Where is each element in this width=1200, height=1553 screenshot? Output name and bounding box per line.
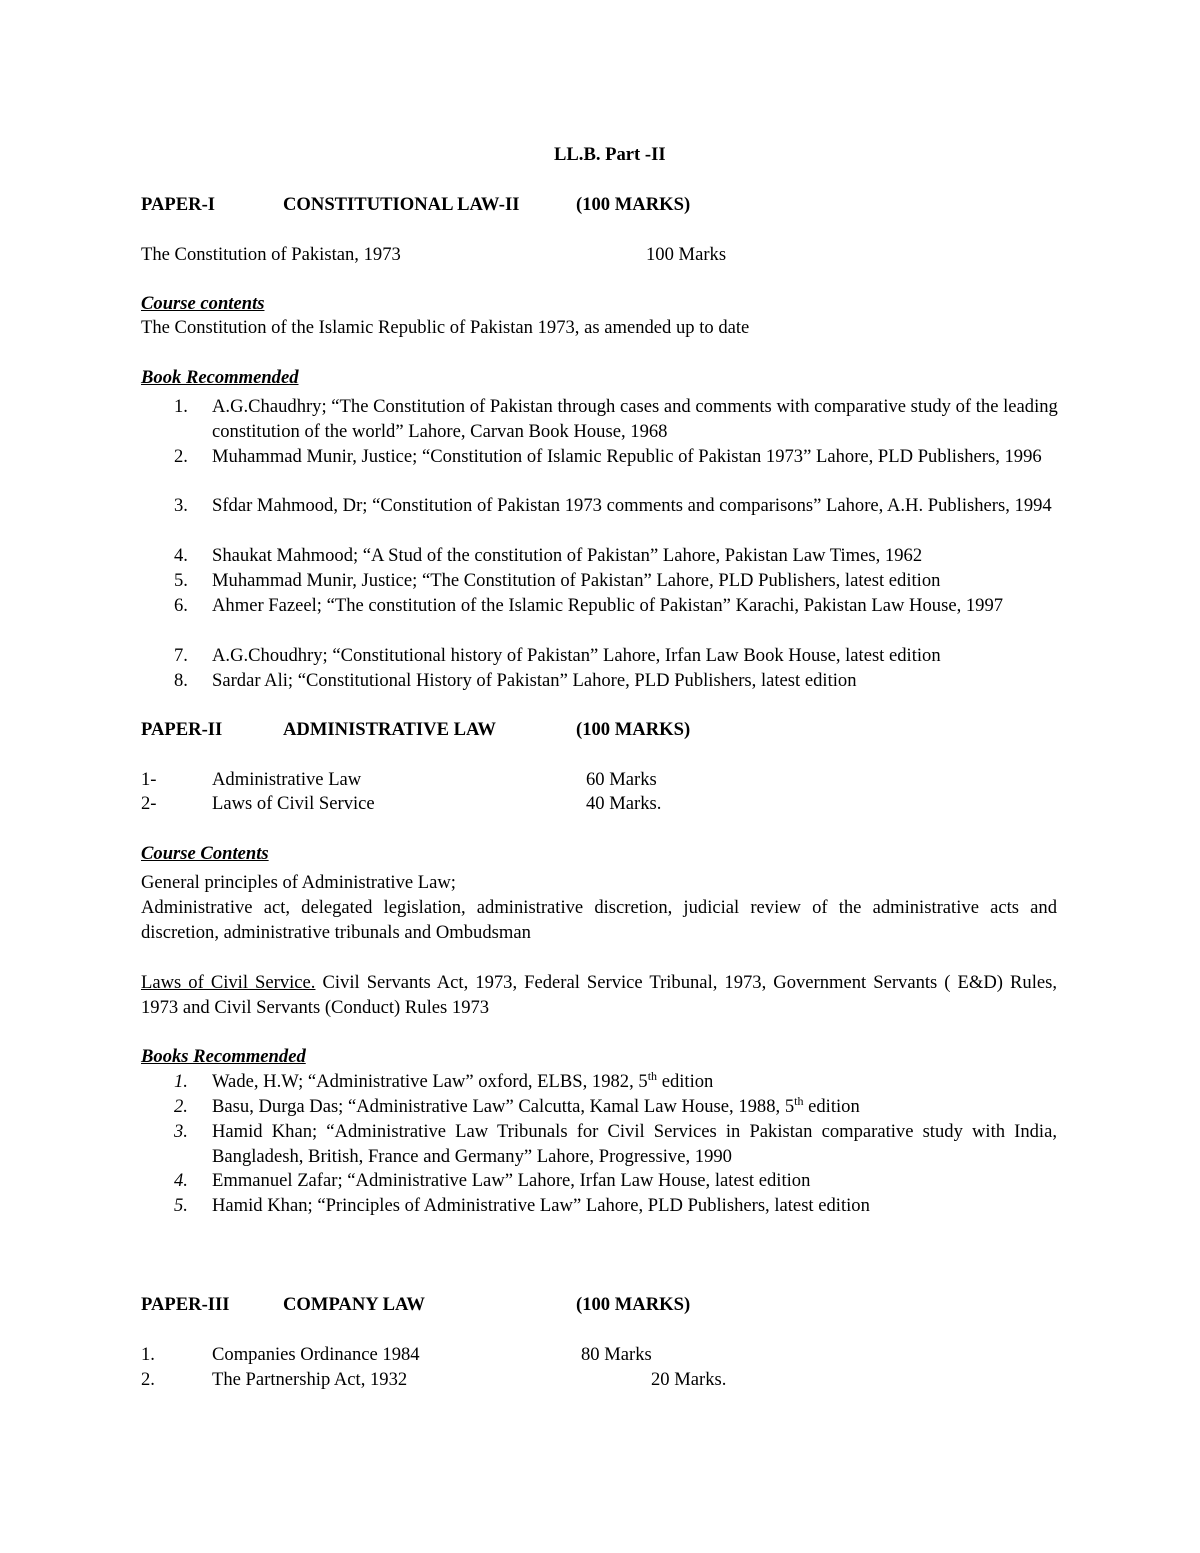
- document-title: LL.B. Part -II: [554, 144, 666, 165]
- paper-1-contents-text: The Constitution of the Islamic Republic of Pakistan 1973, as amended up to date: [141, 317, 750, 338]
- paper-3-row-number: 1.: [141, 1344, 155, 1365]
- book-item: Ahmer Fazeel; “The constitution of the Islamic Republic of Pakistan” Karachi, Pakistan Law House, 1997: [212, 595, 1004, 616]
- paper-2-row-number: 2-: [141, 793, 157, 814]
- paper-2-contents-line1: General principles of Administrative Law;: [141, 872, 456, 893]
- book-number: 3.: [174, 1121, 188, 1142]
- paper-2-contents-line2: Administrative act, delegated legislation, administrative discretion, judicial review of the administrative acts and discretion, administrative tribunals and Ombudsman: [141, 897, 1057, 943]
- paper-2-row-marks: 60 Marks: [586, 769, 657, 790]
- paper-3-row-text: The Partnership Act, 1932: [212, 1369, 408, 1390]
- paper-2-row-marks: 40 Marks.: [586, 793, 662, 814]
- civil-service-paragraph: [141, 971, 1057, 1020]
- paper-1-row-marks: 100 Marks: [646, 244, 727, 265]
- paper-3-row-marks: 80 Marks: [581, 1344, 652, 1365]
- paper-3-label: PAPER-III: [141, 1294, 230, 1315]
- book-number: 7.: [174, 645, 188, 666]
- book-item: Muhammad Munir, Justice; “The Constitution of Pakistan” Lahore, PLD Publishers, latest edition: [212, 570, 941, 591]
- paper-1-books-heading: Book Recommended: [141, 367, 299, 388]
- book-item: Sfdar Mahmood, Dr; “Constitution of Pakistan 1973 comments and comparisons” Lahore, A.H. Publishers, 1994: [212, 495, 1052, 516]
- book-item: Hamid Khan; “Administrative Law Tribunals for Civil Services in Pakistan comparative study with India, Bangladesh, British, France and Germany” Lahore, Progressive, 1990: [212, 1121, 1057, 1167]
- book-item: Wade, H.W; “Administrative Law” oxford, ELBS, 1982, 5th edition: [212, 1068, 714, 1092]
- book-item: Basu, Durga Das; “Administrative Law” Calcutta, Kamal Law House, 1988, 5th edition: [212, 1093, 860, 1117]
- book-number: 4.: [174, 1170, 188, 1191]
- paper-1-marks: (100 MARKS): [576, 194, 691, 215]
- book-number: 2.: [174, 446, 188, 467]
- book-item: Muhammad Munir, Justice; “Constitution of Islamic Republic of Pakistan 1973” Lahore, PLD Publishers, 1996: [212, 446, 1042, 467]
- civil-service-text: Civil Servants Act, 1973, Federal Service Tribunal, 1973, Government Servants ( E&D) Rules, 1973 and Civil Servants (Conduct) Rules 1973: [141, 972, 1057, 1018]
- paper-1-row-text: The Constitution of Pakistan, 1973: [141, 244, 401, 265]
- book-item: A.G.Chaudhry; “The Constitution of Pakistan through cases and comments with comparative study of the leading constitution of the world” Lahore, Carvan Book House, 1968: [212, 396, 1058, 442]
- paper-2-row-text: Administrative Law: [212, 769, 362, 790]
- book-item: Sardar Ali; “Constitutional History of Pakistan” Lahore, PLD Publishers, latest edition: [212, 670, 857, 691]
- book-item: Hamid Khan; “Principles of Administrative Law” Lahore, PLD Publishers, latest edition: [212, 1195, 870, 1216]
- paper-2-contents-heading: Course Contents: [141, 843, 269, 864]
- paper-2-row-text: Laws of Civil Service: [212, 793, 375, 814]
- book-number: 1.: [174, 1071, 188, 1092]
- book-number: 6.: [174, 595, 188, 616]
- paper-3-row-number: 2.: [141, 1369, 155, 1390]
- paper-2-subject: ADMINISTRATIVE LAW: [283, 719, 497, 740]
- civil-service-label: Laws of Civil Service.: [141, 972, 316, 993]
- book-number: 3.: [174, 495, 188, 516]
- paper-3-row-text: Companies Ordinance 1984: [212, 1344, 420, 1365]
- book-item: Emmanuel Zafar; “Administrative Law” Lahore, Irfan Law House, latest edition: [212, 1170, 811, 1191]
- paper-1-subject: CONSTITUTIONAL LAW-II: [283, 194, 520, 215]
- paper-3-marks: (100 MARKS): [576, 1294, 691, 1315]
- paper-2-label: PAPER-II: [141, 719, 223, 740]
- book-number: 8.: [174, 670, 188, 691]
- paper-2-marks: (100 MARKS): [576, 719, 691, 740]
- paper-3-row-marks: 20 Marks.: [651, 1369, 727, 1390]
- paper-1-contents-heading: Course contents: [141, 293, 265, 314]
- paper-3-subject: COMPANY LAW: [283, 1294, 426, 1315]
- book-item: A.G.Choudhry; “Constitutional history of Pakistan” Lahore, Irfan Law Book House, latest edition: [212, 645, 941, 666]
- book-number: 2.: [174, 1096, 188, 1117]
- book-item: Shaukat Mahmood; “A Stud of the constitution of Pakistan” Lahore, Pakistan Law Times, 1962: [212, 545, 923, 566]
- paper-1-label: PAPER-I: [141, 194, 216, 215]
- paper-2-row-number: 1-: [141, 769, 157, 790]
- book-number: 1.: [174, 396, 188, 417]
- book-number: 4.: [174, 545, 188, 566]
- paper-2-books-heading: Books Recommended: [141, 1046, 306, 1067]
- book-number: 5.: [174, 1195, 188, 1216]
- book-number: 5.: [174, 570, 188, 591]
